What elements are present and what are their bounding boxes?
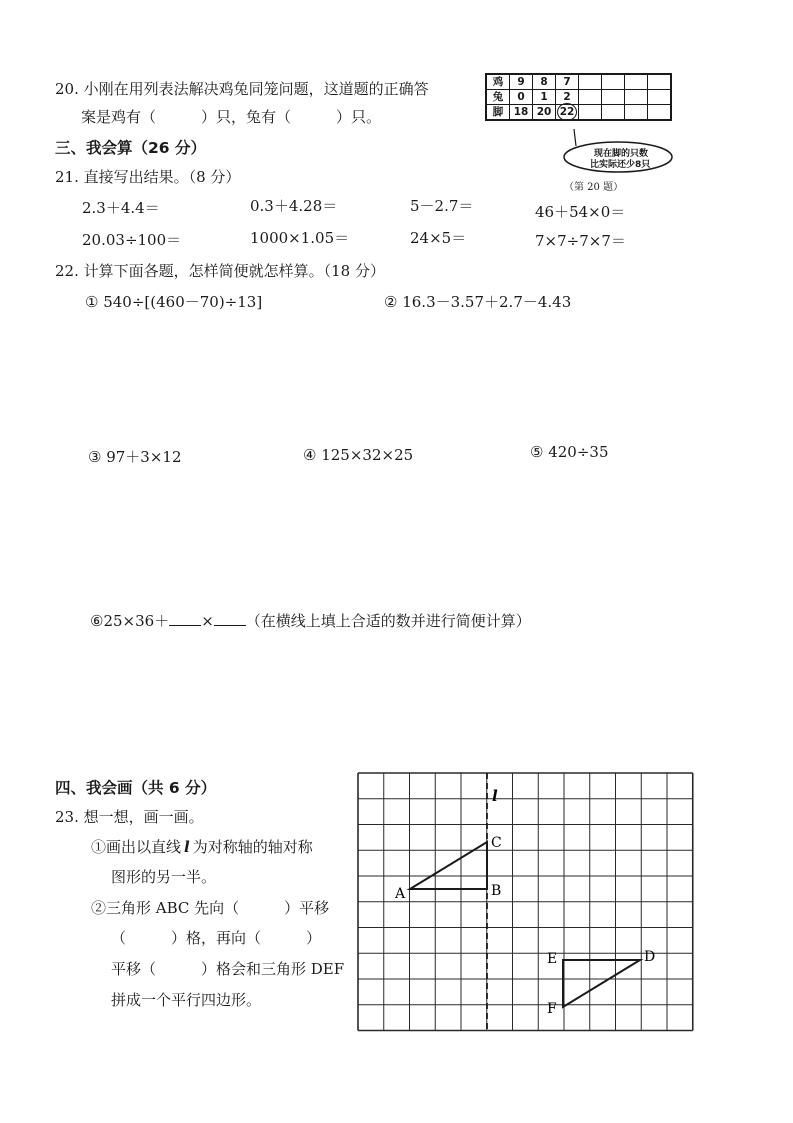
- q22-title: 22. 计算下面各题，怎样简便就怎样算。（18 分）: [55, 262, 385, 280]
- cell: [625, 105, 648, 121]
- q22-item-5: ⑤ 420÷35: [530, 443, 609, 461]
- cell: 18: [510, 105, 533, 121]
- cell: [602, 74, 625, 90]
- q21-item: 2.3＋4.4＝: [82, 199, 160, 217]
- bubble-text-2: 比实际还少8只: [590, 160, 651, 170]
- cell: [579, 90, 602, 105]
- q22-item-2: ② 16.3－3.57＋2.7－4.43: [384, 293, 572, 311]
- cell: 2: [556, 90, 579, 105]
- cell: [648, 105, 672, 121]
- chicken-rabbit-table: [485, 73, 672, 121]
- q22-item-1: ① 540÷[(460－70)÷13]: [85, 293, 263, 311]
- cell: 0: [510, 90, 533, 105]
- q20-caption: （第 20 题）: [564, 182, 624, 193]
- q21-item: 24×5＝: [410, 229, 467, 247]
- q23-line1-b: 为对称轴的轴对称: [192, 838, 313, 856]
- q23-line1-a: ①画出以直线: [91, 838, 182, 856]
- q22-item-6: [90, 610, 531, 631]
- drawing-grid: [350, 765, 695, 1035]
- cell: 脚: [486, 105, 510, 121]
- label-c: C: [491, 835, 502, 851]
- q23-title: 23. 想一想，画一画。: [55, 808, 204, 826]
- q21-item: 7×7÷7×7＝: [535, 232, 626, 250]
- q22-item-3: ③ 97＋3×12: [88, 448, 182, 466]
- circle-mark: [557, 103, 577, 121]
- cell: [625, 90, 648, 105]
- bubble-text-1: 现在脚的只数: [594, 149, 649, 159]
- grid-lines: [358, 773, 693, 1031]
- q22-item6-mid: ×: [201, 612, 214, 630]
- q21-item: 0.3＋4.28＝: [250, 197, 338, 215]
- cell: [602, 105, 625, 121]
- cell: 9: [510, 74, 533, 90]
- cell: 20: [533, 105, 556, 121]
- section4-title: 四、我会画（共 6 分）: [55, 779, 217, 797]
- triangle-abc: [410, 842, 487, 889]
- cell: 7: [556, 74, 579, 90]
- cell: [648, 74, 672, 90]
- q23-line1: [91, 836, 313, 857]
- cell: [579, 74, 602, 90]
- q20-line1: 20. 小刚在用列表法解决鸡兔同笼问题，这道题的正确答: [55, 80, 429, 98]
- q23-line3: ②三角形 ABC 先向（ ）平移: [91, 899, 330, 917]
- cell: 1: [533, 90, 556, 105]
- q22-item-4: ④ 125×32×25: [303, 446, 414, 464]
- label-l: l: [492, 787, 498, 805]
- cell: [602, 90, 625, 105]
- label-d: D: [644, 949, 656, 965]
- answer-blank-2[interactable]: [214, 611, 246, 626]
- cell: [579, 105, 602, 121]
- label-e: E: [547, 951, 558, 967]
- cell: 鸡: [486, 74, 510, 90]
- q21-item: 20.03÷100＝: [82, 231, 182, 249]
- answer-blank-1[interactable]: [169, 611, 201, 626]
- q21-title: 21. 直接写出结果。（8 分）: [55, 168, 241, 186]
- q23-line1-var: l: [184, 838, 190, 856]
- q23-line2: 图形的另一半。: [111, 868, 217, 886]
- cell: 兔: [486, 90, 510, 105]
- cell: [556, 105, 579, 121]
- q23-line4: （ ）格，再向（ ）: [111, 929, 322, 947]
- label-f: F: [547, 1001, 557, 1017]
- q20-line2: 案是鸡有（ ）只，兔有（ ）只。: [81, 108, 382, 126]
- triangle-def: [563, 960, 640, 1007]
- q23-line6: 拼成一个平行四边形。: [111, 991, 262, 1009]
- q23-line5: 平移（ ）格会和三角形 DEF: [111, 960, 345, 978]
- q22-item6-suffix: （在横线上填上合适的数并进行简便计算）: [245, 612, 531, 630]
- label-b: B: [491, 883, 502, 899]
- q21-item: 46＋54×0＝: [535, 203, 626, 221]
- cell: [648, 90, 672, 105]
- circled-value: 22: [559, 106, 575, 118]
- q22-item6-prefix: ⑥25×36＋: [90, 612, 170, 630]
- cell: 8: [533, 74, 556, 90]
- q21-item: 5－2.7＝: [410, 197, 474, 215]
- cell: [625, 74, 648, 90]
- section3-title: 三、我会算（26 分）: [55, 139, 206, 157]
- q21-item: 1000×1.05＝: [250, 229, 350, 247]
- label-a: A: [395, 886, 406, 902]
